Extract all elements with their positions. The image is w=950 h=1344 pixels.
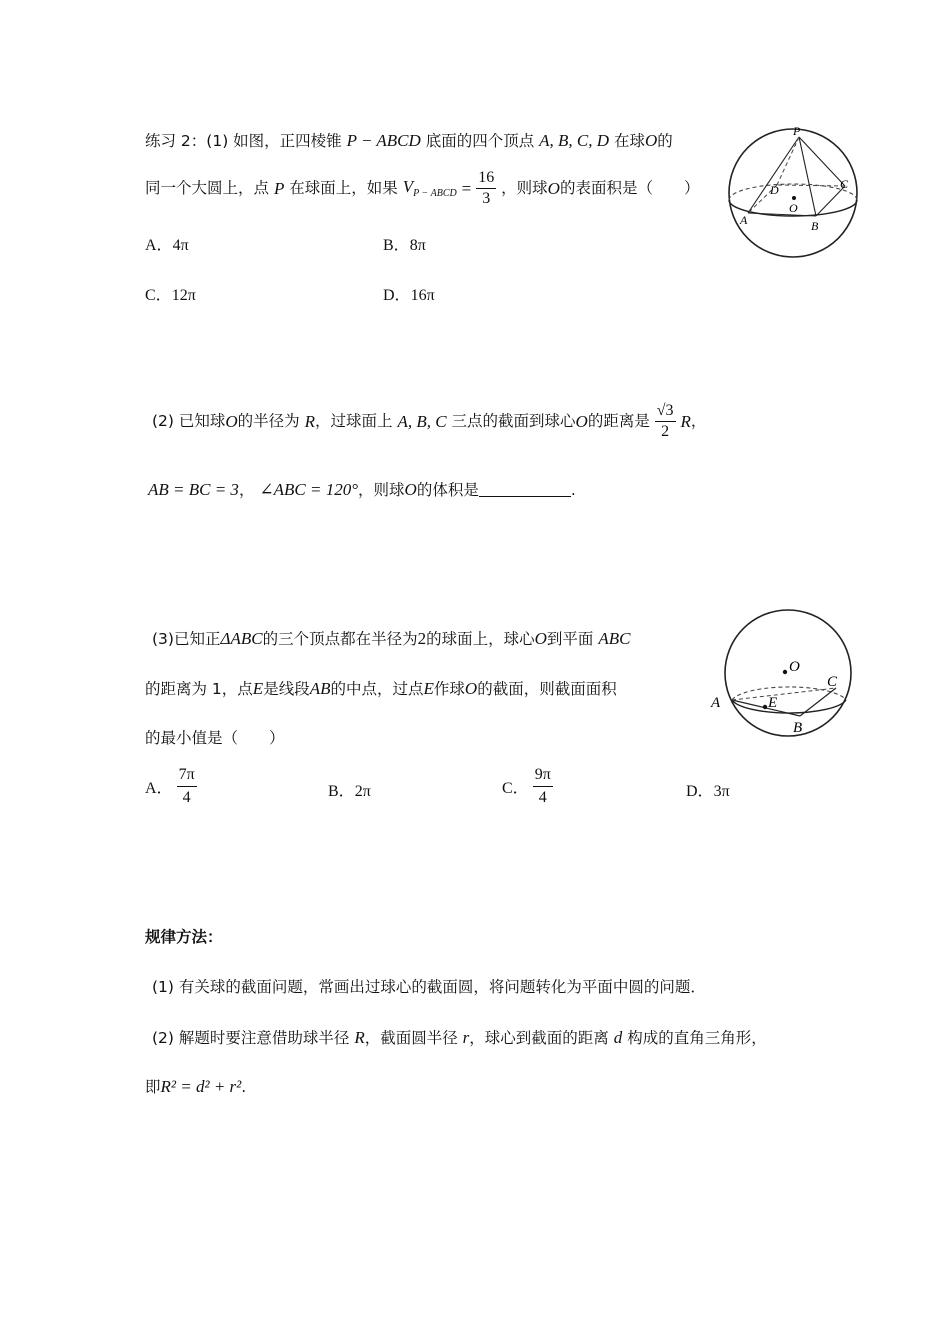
method-text: 即 [145, 1078, 161, 1096]
option-value: 16π [410, 287, 435, 304]
q3-question-end: 的最小值是（ ） [145, 729, 285, 747]
label-o: O [789, 659, 800, 675]
edge-bc [800, 688, 836, 716]
q1-option-b[interactable] [383, 232, 426, 255]
q2-fraction-numerator: √3 [655, 403, 676, 422]
method-formula: R² = d² + r² [160, 1077, 242, 1096]
q1-equals: = [461, 179, 472, 198]
option-label: A． [145, 237, 173, 254]
q3-o: O [534, 629, 547, 648]
q1-line-1 [145, 132, 673, 150]
q3-sphere-section-figure [708, 606, 858, 746]
option-label: A． [145, 780, 173, 797]
option-label: C． [502, 780, 529, 797]
option-denominator: 4 [182, 789, 191, 806]
q3-text: 的距离为 1，点 [145, 680, 253, 698]
q2-text: 的体积是 [416, 481, 479, 499]
q2-line-2 [148, 481, 576, 499]
q2-text: ， [690, 411, 707, 430]
method-text: ，球心到截面的距离 [469, 1029, 609, 1047]
q1-text: 的 [657, 132, 673, 150]
edge-pc [799, 137, 845, 186]
q3-segment-ab: AB [309, 679, 331, 698]
method-title: 规律方法： [145, 928, 223, 946]
q1-points: A, B, C, D [539, 131, 610, 150]
q2-angle-equation: ∠ABC = 120° [259, 480, 359, 499]
q3-line-3 [145, 731, 285, 747]
label-a: A [711, 695, 721, 711]
q3-option-c[interactable] [502, 766, 553, 807]
q1-question-end: 的表面积是（ ） [559, 178, 700, 197]
method-item-2 [152, 1029, 767, 1047]
q3-line-1 [152, 630, 630, 648]
q1-option-c[interactable] [145, 282, 196, 305]
option-label: D． [686, 783, 714, 800]
q2-text: ， [238, 481, 255, 499]
q3-text: 的球面上，球心 [426, 630, 535, 648]
q1-point-p: P [273, 179, 285, 198]
q2-side-equation: AB = BC = 3 [148, 480, 239, 499]
option-label: B． [383, 237, 410, 254]
q2-radius: R [304, 412, 316, 431]
midpoint-dot [763, 705, 767, 709]
option-value: 3π [713, 783, 730, 800]
q3-text: 的中点，过点 [330, 680, 424, 698]
q1-sphere-pyramid-figure [722, 122, 867, 262]
q3-text: (3)已知正 [152, 630, 221, 648]
q3-text: 是线段 [263, 680, 310, 698]
option-denominator: 4 [538, 789, 547, 806]
option-numerator: 7π [177, 766, 197, 787]
q1-fraction-numerator: 16 [476, 170, 496, 189]
q3-option-b[interactable] [328, 778, 371, 801]
q2-text: ，则球 [358, 481, 405, 499]
q1-option-d[interactable] [383, 282, 435, 305]
q1-o: O [645, 131, 658, 150]
q3-option-d[interactable] [686, 778, 730, 801]
q3-radius-value: 2 [417, 629, 427, 648]
label-b: B [811, 219, 819, 233]
label-a: A [740, 213, 748, 227]
method-text: (2) 解题时要注意借助球半径 [152, 1029, 350, 1047]
q2-distance-fraction [655, 403, 676, 440]
q1-volume-fraction [476, 170, 496, 207]
option-fraction [177, 766, 197, 807]
option-numerator: 9π [533, 766, 553, 787]
label-c: C [827, 674, 838, 690]
q3-text: 的三个顶点都在半径为 [262, 630, 418, 648]
label-o: O [789, 201, 798, 215]
method-text: ，截面圆半径 [364, 1029, 458, 1047]
q1-text: 在球面上，如果 [289, 178, 398, 197]
q3-plane-abc: ABC [598, 629, 631, 648]
method-item-1: (1) 有关球的截面问题，常画出过球心的截面圆，将问题转化为平面中圆的问题． [152, 978, 706, 996]
q1-o: O [547, 179, 560, 198]
q2-text: 的半径为 [237, 411, 300, 430]
q1-text: 在球 [613, 132, 645, 150]
center-dot [792, 196, 796, 200]
method-section-radius: r [462, 1028, 470, 1047]
method-text: 构成的直角三角形， [627, 1029, 767, 1047]
option-value: 2π [354, 783, 371, 800]
option-label: C． [145, 287, 172, 304]
q1-volume-symbol: V [402, 177, 414, 196]
q3-line-2 [145, 680, 617, 698]
q2-fraction-denominator: 2 [661, 423, 670, 440]
q1-line-2 [145, 170, 699, 207]
q1-option-a[interactable] [145, 232, 189, 255]
edge-pb [799, 137, 816, 216]
label-e: E [768, 695, 778, 711]
option-label: B． [328, 783, 355, 800]
option-fraction [533, 766, 553, 807]
method-distance: d [613, 1028, 623, 1047]
option-value: 12π [171, 287, 196, 304]
q3-triangle: ΔABC [220, 629, 263, 648]
q3-option-a[interactable] [145, 766, 197, 807]
q2-line-1 [152, 403, 706, 440]
q2-o: O [575, 412, 588, 431]
q2-text: 三点的截面到球心 [451, 411, 576, 430]
label-c: C [840, 177, 849, 191]
q3-text: 到平面 [546, 630, 594, 648]
q2-text: . [570, 481, 576, 499]
edge-ac [732, 688, 836, 700]
edge-pd [777, 137, 799, 185]
q2-text: (2) 已知球 [152, 411, 226, 430]
q2-answer-blank[interactable] [479, 482, 571, 497]
q2-o: O [225, 412, 238, 431]
label-d: D [770, 183, 779, 197]
method-sphere-radius: R [354, 1028, 365, 1047]
center-dot [783, 670, 787, 674]
method-text: . [241, 1078, 247, 1096]
q3-point-e: E [252, 679, 264, 698]
label-p: P [793, 124, 801, 138]
q1-text: 底面的四个顶点 [425, 132, 535, 150]
q3-text: 作球 [433, 680, 465, 698]
section-circle-front [732, 700, 846, 713]
q1-fraction-denominator: 3 [482, 190, 491, 207]
q2-points: A, B, C [397, 412, 447, 431]
sphere-outline [725, 610, 851, 736]
q1-volume-subscript: P − ABCD [413, 188, 457, 199]
q2-o: O [404, 480, 417, 499]
q2-text: 的距离是 [587, 411, 650, 430]
option-value: 4π [172, 237, 189, 254]
q1-pyramid-expr: P − ABCD [346, 131, 421, 150]
q3-o: O [464, 679, 478, 698]
q3-point-e: E [423, 679, 434, 698]
q1-text: ，则球 [501, 178, 548, 197]
method-item-3 [145, 1078, 246, 1096]
q1-text: 同一个大圆上，点 [145, 178, 270, 197]
q2-text: ，过球面上 [315, 411, 393, 430]
label-b: B [793, 720, 803, 736]
option-label: D． [383, 287, 411, 304]
q3-text: 的截面，则截面面积 [477, 680, 617, 698]
option-value: 8π [409, 237, 426, 254]
q1-text: 练习 2：(1) 如图，正四棱锥 [145, 132, 342, 150]
q2-radius: R [680, 412, 691, 431]
